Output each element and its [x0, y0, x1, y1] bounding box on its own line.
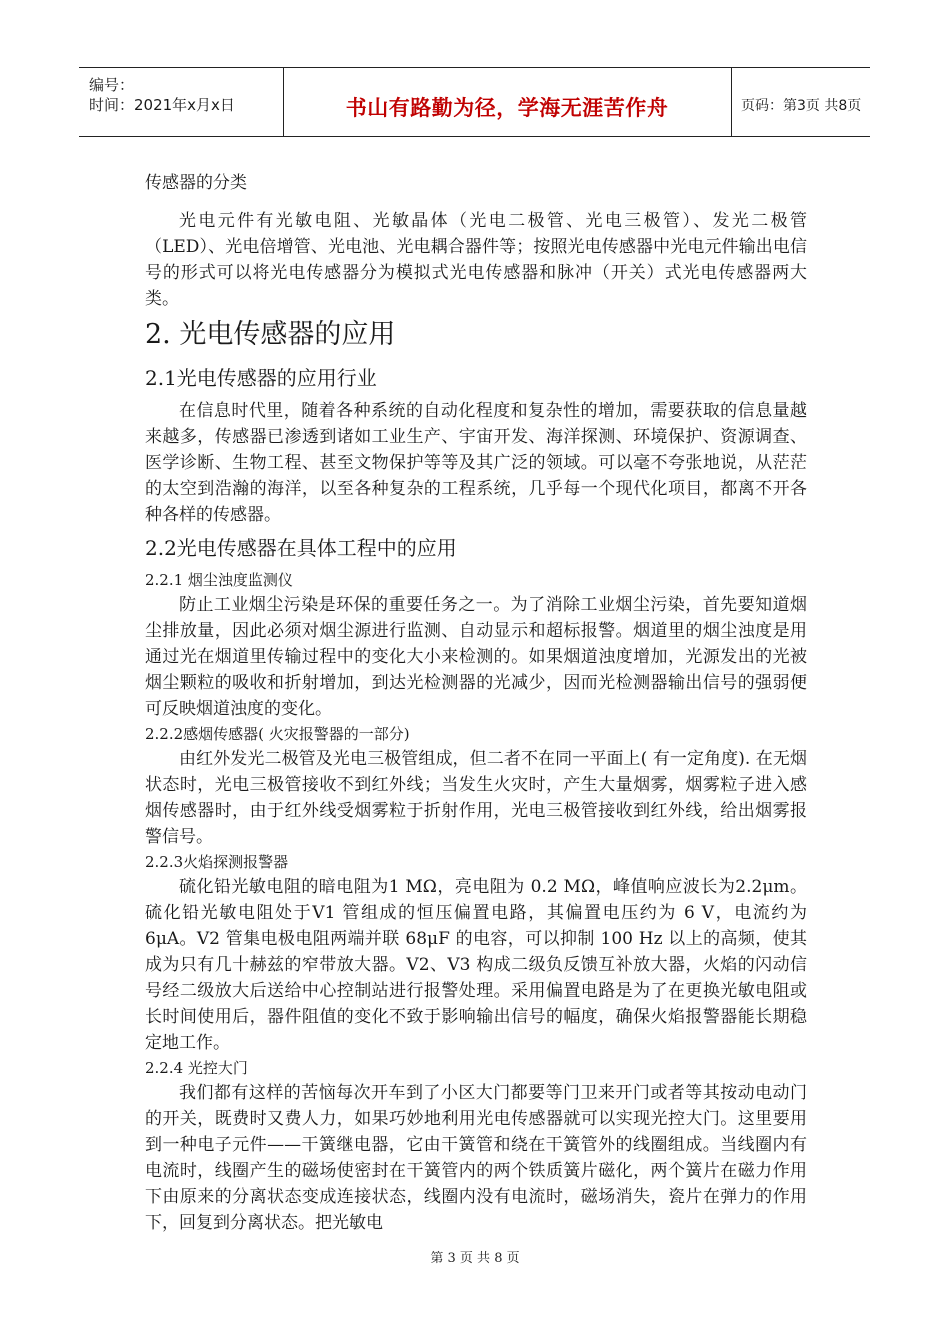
paragraph-2-1: 在信息时代里，随着各种系统的自动化程度和复杂性的增加，需要获取的信息量越来越多，传感器已渗透到诸如工业生产、宇宙开发、海洋探测、环境保护、资源调查、医学诊断、生物工程、甚至文物保护等等及其广泛的领域。可以毫不夸张地说，从茫茫的太空到浩瀚的海洋，以至各种复杂的工程系统，几乎每一个现代化项目，都离不开各种各样的传感器。: [145, 401, 807, 525]
page-footer: 第 3 页 共 8 页: [430, 1251, 520, 1266]
heading-2: 2. 光电传感器的应用: [145, 319, 396, 350]
paragraph-2-2-4: 我们都有这样的苦恼每次开车到了小区大门都要等门卫来开门或者等其按动电动门的开关，既费时又费人力，如果巧妙地利用光电传感器就可以实现光控大门。这里要用到一种电子元件——干簧继电器，它由干簧管和绕在干簧管外的线圈组成。当线圈内有电流时，线圈产生的磁场使密封在干簧管内的两个铁质簧片磁化，两个簧片在磁力作用下由原来的分离状态变成连接状态，线圈内没有电流时，磁场消失，瓷片在弹力的作用下，回复到分离状态。把光敏电: [145, 1083, 807, 1233]
motto: 书山有路勤为径，学海无涯苦作舟: [345, 96, 669, 120]
header-page-cell: [731, 68, 870, 136]
paragraph-2-2-1: 防止工业烟尘污染是环保的重要任务之一。为了消除工业烟尘污染，首先要知道烟尘排放量，因此必须对烟尘源进行监测、自动显示和超标报警。烟道里的烟尘浊度是用通过光在烟道里传输过程中的变化大小来检测的。如果烟道浊度增加，光源发出的光被烟尘颗粒的吸收和折射增加，到达光检测器的光减少，因而光检测器输出信号的强弱便可反映烟道浊度的变化。: [145, 595, 807, 719]
heading-2-2-1: 2.2.1 烟尘浊度监测仪: [145, 571, 293, 589]
section-title: 传感器的分类: [145, 173, 247, 193]
heading-2-2: 2.2光电传感器在具体工程中的应用: [145, 536, 457, 560]
paragraph-2-2-3: 硫化铅光敏电阻的暗电阻为1 MΩ，亮电阻为 0.2 MΩ，峰值响应波长为2.2μm。硫化铅光敏电阻处于V1 管组成的恒压偏置电路，其偏置电压约为 6 V，电流约为 6μA。V2 管集电极电阻两端并联 68μF 的电容，可以抑制 100 Hz 以上的高频，使其成为只有几十赫兹的窄带放大器。V2、V3 构成二级负反馈互补放大器，火焰的闪动信号经二级放大后送给中心控制站进行报警处理。采用偏置电路是为了在更换光敏电阻或长时间使用后，器件阻值的变化不致于影响输出信号的幅度，确保火焰报警器能长期稳定地工作。: [145, 877, 807, 1053]
heading-2-2-2: 2.2.2感烟传感器( 火灾报警器的一部分): [145, 725, 410, 743]
number-label: 编号：: [89, 76, 135, 94]
page-info: 页码：第3页 共8页: [741, 98, 862, 114]
page-header: [79, 67, 870, 137]
paragraph-intro: 光电元件有光敏电阻、光敏晶体（光电二极管、光电三极管）、发光二极管（LED）、光电倍增管、光电池、光电耦合器件等；按照光电传感器中光电元件输出电信号的形式可以将光电传感器分为模拟式光电传感器和脉冲（开关）式光电传感器两大类。: [145, 211, 807, 309]
heading-2-1: 2.1光电传感器的应用行业: [145, 366, 377, 390]
time-label: 时间：2021年x月x日: [89, 96, 235, 114]
heading-2-2-3: 2.2.3火焰探测报警器: [145, 853, 289, 871]
header-motto-cell: [283, 68, 732, 136]
paragraph-2-2-2: 由红外发光二极管及光电三极管组成，但二者不在同一平面上( 有一定角度). 在无烟状态时，光电三极管接收不到红外线；当发生火灾时，产生大量烟雾，烟雾粒子进入感烟传感器时，由于红外线受烟雾粒于折射作用，光电三极管接收到红外线，给出烟雾报警信号。: [145, 749, 807, 847]
document-body: [145, 160, 807, 1236]
header-meta: [79, 68, 284, 136]
heading-2-2-4: 2.2.4 光控大门: [145, 1059, 248, 1077]
